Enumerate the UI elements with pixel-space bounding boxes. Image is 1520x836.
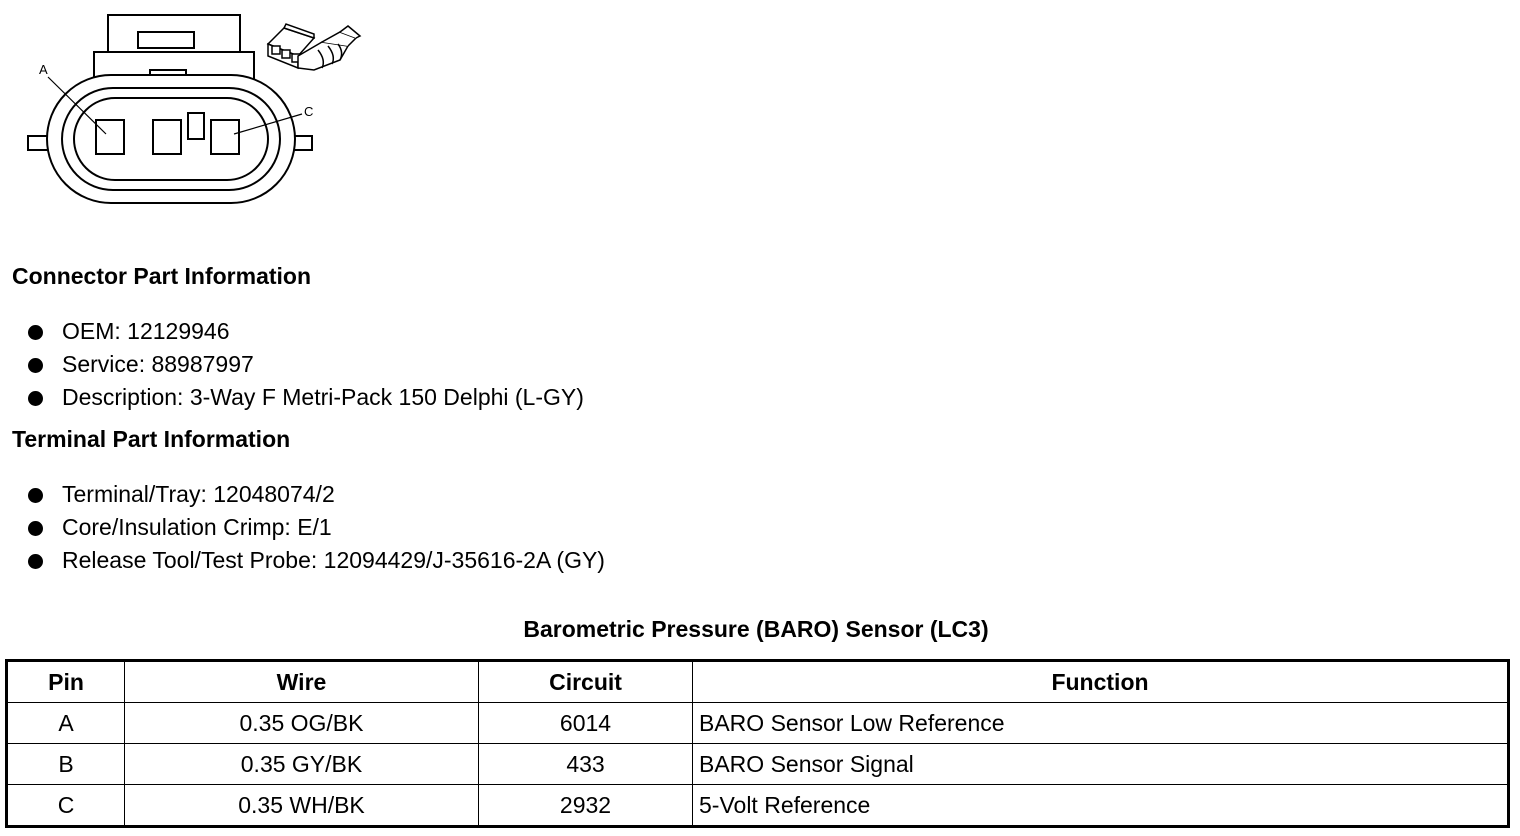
cell-wire: 0.35 OG/BK <box>125 703 479 744</box>
table-row <box>7 744 1509 785</box>
bullet-icon <box>28 554 43 569</box>
list-item <box>28 544 605 577</box>
table-title: Barometric Pressure (BARO) Sensor (LC3) <box>523 616 989 642</box>
cell-function: BARO Sensor Low Reference <box>693 703 1509 744</box>
connector-thumbnail-icon <box>268 24 360 70</box>
list-item-text: Release Tool/Test Probe: 12094429/J-35616-2A (GY) <box>62 547 605 573</box>
cell-pin: C <box>7 785 125 827</box>
connector-info-heading: Connector Part Information <box>12 263 312 289</box>
cell-function: 5-Volt Reference <box>693 785 1509 827</box>
list-item <box>28 315 584 348</box>
list-item-text: OEM: 12129946 <box>62 318 230 344</box>
connector-info-list <box>28 315 584 414</box>
column-header-function: Function <box>693 661 1509 703</box>
pin-c-label: C <box>304 104 314 119</box>
column-header-pin: Pin <box>7 661 125 703</box>
table-row <box>7 785 1509 827</box>
cell-circuit: 6014 <box>479 703 693 744</box>
column-header-wire: Wire <box>125 661 479 703</box>
cell-circuit: 2932 <box>479 785 693 827</box>
list-item <box>28 381 584 414</box>
terminal-info-list <box>28 478 605 577</box>
terminal-info-heading: Terminal Part Information <box>12 426 291 452</box>
cell-pin: A <box>7 703 125 744</box>
cell-wire: 0.35 GY/BK <box>125 744 479 785</box>
connector-face-diagram <box>22 10 382 210</box>
pin-a-label: A <box>39 62 48 77</box>
list-item <box>28 348 584 381</box>
bullet-icon <box>28 488 43 503</box>
bullet-icon <box>28 325 43 340</box>
cell-pin: B <box>7 744 125 785</box>
bullet-icon <box>28 521 43 536</box>
list-item-text: Core/Insulation Crimp: E/1 <box>62 514 332 540</box>
column-header-circuit: Circuit <box>479 661 693 703</box>
pinout-table <box>5 659 1510 828</box>
table-row <box>7 703 1509 744</box>
cell-wire: 0.35 WH/BK <box>125 785 479 827</box>
list-item-text: Description: 3-Way F Metri-Pack 150 Delphi (L-GY) <box>62 384 584 410</box>
list-item-text: Service: 88987997 <box>62 351 254 377</box>
table-header-row <box>7 661 1509 703</box>
bullet-icon <box>28 358 43 373</box>
list-item-text: Terminal/Tray: 12048074/2 <box>62 481 335 507</box>
cell-circuit: 433 <box>479 744 693 785</box>
list-item <box>28 478 605 511</box>
cell-function: BARO Sensor Signal <box>693 744 1509 785</box>
bullet-icon <box>28 391 43 406</box>
list-item <box>28 511 605 544</box>
